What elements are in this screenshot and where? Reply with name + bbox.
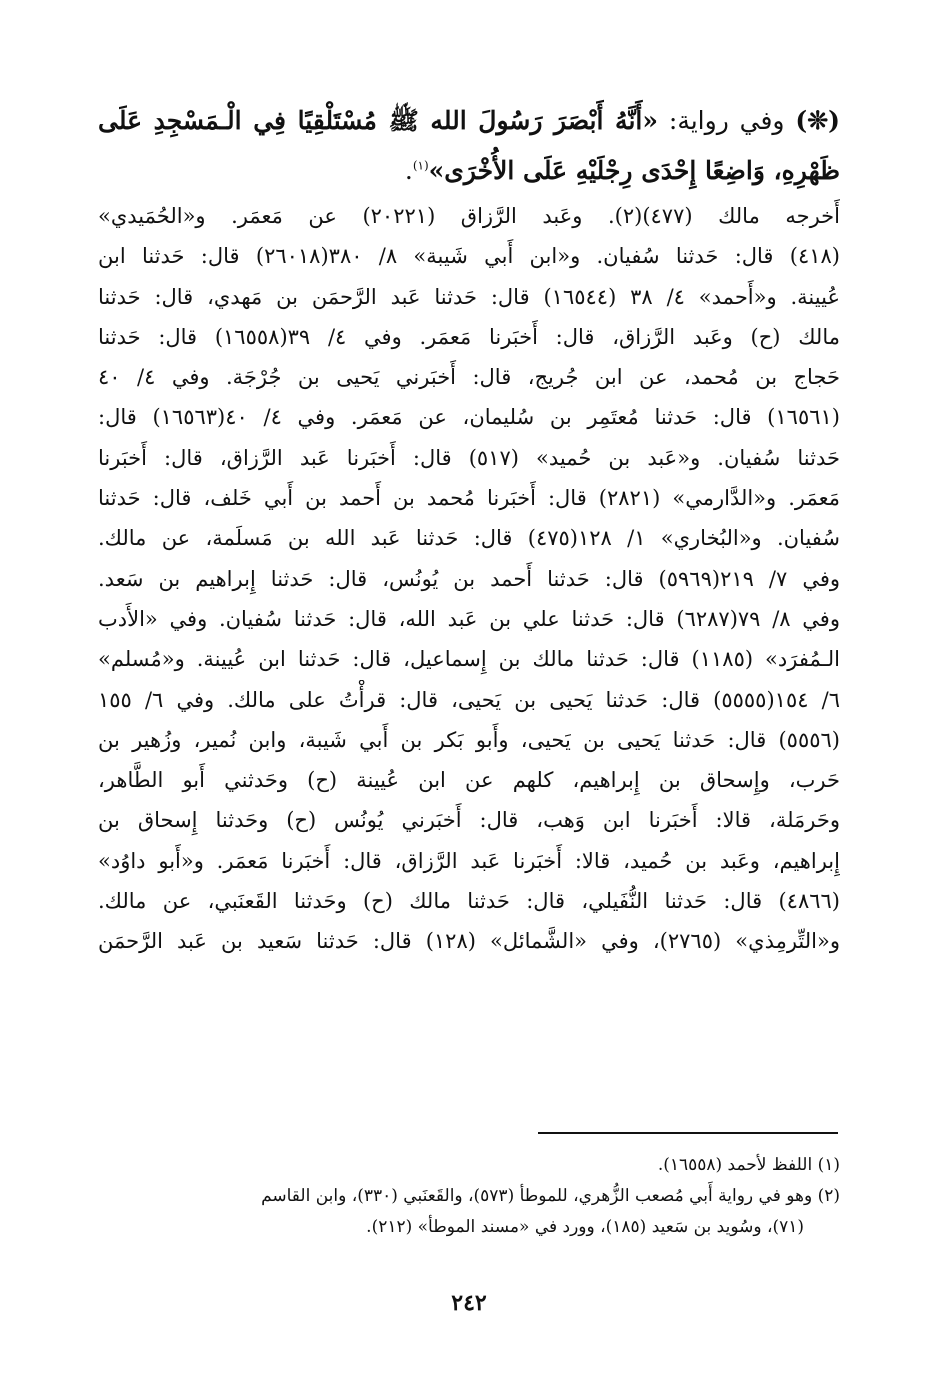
- text-line: (٤٨٦٦) قال: حَدثنا النُّفَيلي، قال: حَدثنا مالك (ح) وحَدثنا القَعنَبي، عن مالك.: [98, 889, 840, 914]
- text-line: ٦/ ١٥٤(٥٥٥٥) قال: حَدثنا يَحيى بن يَحيى، قال: قرأْتُ على مالك. وفي ٦/ ١٥٥: [98, 687, 840, 712]
- text-line: سُفيان. و«البُخاري» ١/ ١٢٨(٤٧٥) قال: حَدثنا عَبد الله بن مَسلَمة، عن مالك.: [98, 526, 840, 551]
- text-line: عُيينة. و«أَحمد» ٤/ ٣٨ (١٦٥٤٤) قال: حَدثنا عَبد الرَّحمَن بن مَهدي، قال: حَدثنا: [98, 284, 840, 309]
- hadith-quote: «أَنَّهُ أَبْصَرَ رَسُولَ الله ﷺ مُسْتَلْقِيًا فِي الْـمَسْجِدِ عَلَى ظَهْرِهِ، وَاضِعًا إِحْدَى رِجْلَيْهِ عَلَى الأُخْرَى»: [98, 106, 840, 185]
- text-line: وحَرمَلة، قالا: أَخبَرنا ابن وَهب، قال: أَخبَرني يُونُس (ح) وحَدثنا إِسحاق بن: [98, 808, 840, 833]
- footnote-2-continuation: (٧١)، وسُويد بن سَعيد (١٨٥)، وورد في «مسند الموطأ» (٢١٢).: [366, 1217, 804, 1237]
- text-line: حَجاج بن مُحمد، عن ابن جُريج، قال: أَخبَرني يَحيى بن جُرْجَة. وفي ٤/ ٤٠: [98, 365, 840, 390]
- footnote-separator: [538, 1132, 838, 1134]
- page-number: ٢٤٢: [451, 1290, 487, 1316]
- text-line: حَرب، وإِسحاق بن إِبراهيم، كلهم عن ابن عُيينة (ح) وحَدثني أَبو الطَّاهر،: [98, 768, 840, 793]
- text-line: أَخرجه مالك (٤٧٧)(٢). وعَبد الرَّزاق (٢٠٢٢١) عن مَعمَر. و«الحُمَيدي»: [98, 204, 840, 228]
- text-line: و«التِّرمِذي» (٢٧٦٥)، وفي «الشَّمائل» (١٢٨) قال: حَدثنا سَعيد بن عَبد الرَّحمَن: [98, 929, 840, 954]
- text-line: (٥٥٥٦) قال: حَدثنا يَحيى بن يَحيى، وأَبو بَكر بن أَبي شَيبة، وابن نُمير، وزُهير بن: [98, 727, 840, 752]
- text-line: (٤١٨) قال: حَدثنا سُفيان. و«ابن أَبي شَيبة» ٨/ ٣٨٠(٢٦٠١٨) قال: حَدثنا ابن: [98, 244, 840, 269]
- text-line: إِبراهيم، وعَبد بن حُميد، قالا: أَخبَرنا عَبد الرَّزاق، قال: أَخبَرنا مَعمَر. و«أَبو داوُد»: [98, 848, 840, 873]
- takhrij-paragraph: [98, 196, 840, 962]
- intro-end: .: [404, 156, 413, 185]
- page-body: [98, 96, 840, 962]
- intro-prefix: وفي رواية:: [668, 106, 785, 135]
- footnote-ref-1: (١): [412, 158, 429, 173]
- footnote-1: (١) اللفظ لأحمد (١٦٥٥٨).: [657, 1155, 840, 1175]
- text-line: مَعمَر. و«الدَّارمي» (٢٨٢١) قال: أَخبَرنا مُحمد بن أَحمد بن أَبي خَلف، قال: حَدثنا: [98, 486, 840, 511]
- text-line: وفي ٨/ ٧٩(٦٢٨٧) قال: حَدثنا علي بن عَبد الله، قال: حَدثنا سُفيان. وفي «الأَدب: [98, 606, 840, 631]
- text-line: (١٦٥٦١) قال: حَدثنا مُعتَمِر بن سُليمان، عن مَعمَر. وفي ٤/ ٤٠(١٦٥٦٣) قال:: [98, 405, 840, 430]
- footnote-2: (٢) وهو في رواية أَبي مُصعب الزُّهري، للموطأ (٥٧٣)، والقَعنَبي (٣٣٠)، وابن القاسم: [261, 1186, 840, 1206]
- intro-paragraph: [98, 96, 840, 196]
- asterisk-marker: (❊): [795, 106, 841, 135]
- footnotes: [98, 1150, 840, 1243]
- text-line: وفي ٧/ ٢١٩(٥٩٦٩) قال: حَدثنا أَحمد بن يُونُس، قال: حَدثنا إِبراهيم بن سَعد.: [98, 566, 840, 591]
- text-line: الـمُفرَد» (١١٨٥) قال: حَدثنا مالك بن إِسماعيل، قال: حَدثنا ابن عُيينة. و«مُسلم»: [98, 647, 840, 672]
- text-line: مالك (ح) وعَبد الرَّزاق، قال: أَخبَرنا مَعمَر. وفي ٤/ ٣٩(١٦٥٥٨) قال: حَدثنا: [98, 324, 840, 349]
- text-line: حَدثنا سُفيان. و«عَبد بن حُميد» (٥١٧) قال: أَخبَرنا عَبد الرَّزاق، قال: أَخبَرنا: [98, 445, 840, 470]
